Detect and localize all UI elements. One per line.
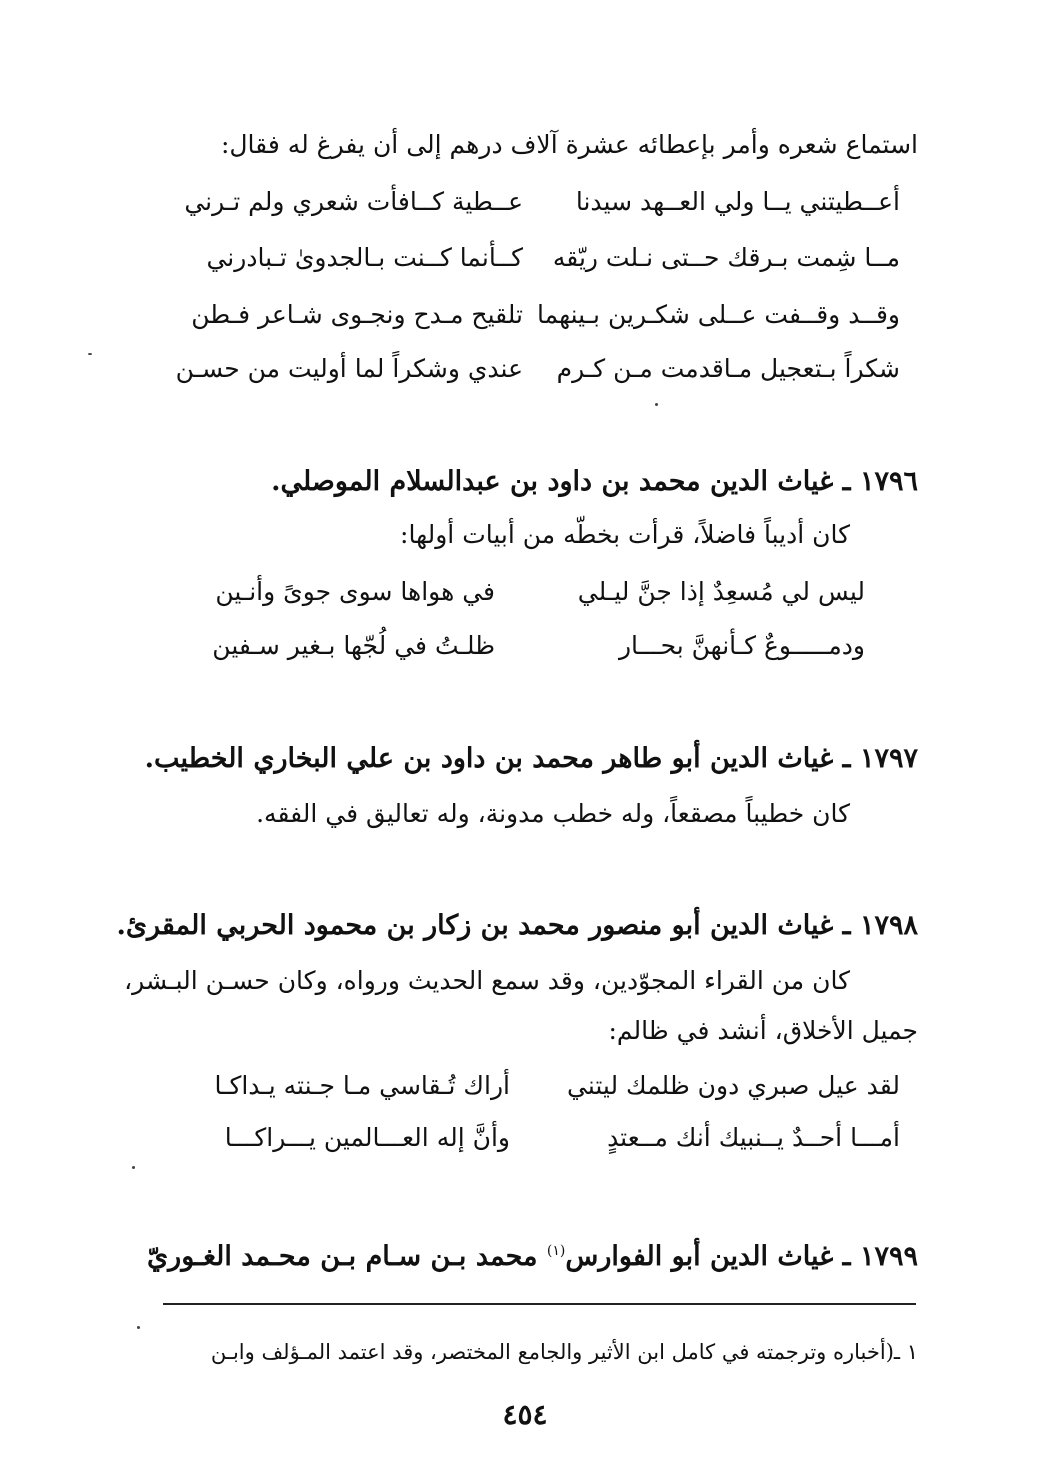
scan-speck	[88, 353, 92, 355]
scan-speck	[655, 403, 658, 406]
poem1-line4-first-hemistich: شكراً بـتعجيل مـاقدمت مـن كـرم	[556, 354, 900, 383]
entry-1798-poem-line2-first-hemistich: أمـــا أحــدٌ يــنبيك أنك مــعتدٍ	[607, 1123, 900, 1152]
entry-1799-heading-start: ١٧٩٩ ـ غياث الدين أبو الفوارس	[565, 1241, 918, 1272]
poem1-line2-first-hemistich: مــا شِمت بـرقك حــتى نـلت ريّقه	[552, 243, 900, 272]
poem1-line3-second-hemistich: تلقيح مـدح ونجـوى شـاعر فـطن	[191, 300, 523, 329]
entry-1799-heading-end: محمد بـن سـام بـن محـمد الغـوريّ	[147, 1241, 547, 1272]
entry-1796-poem-line1-second-hemistich: في هواها سوى جوىً وأنـين	[215, 577, 495, 606]
entry-1798-poem-line2-second-hemistich: وأنَّ إله العـــالمين يـــراكـــا	[224, 1123, 510, 1152]
poem1-line1-second-hemistich: عــطية كــافأت شعري ولم تـرني	[184, 187, 523, 216]
intro-line: استماع شعره وأمر بإعطائه عشرة آلاف درهم إلى أن يفرغ له فقال:	[220, 130, 918, 159]
entry-1796-poem-line2-first-hemistich: ودمـــــوعٌ كـأنهنَّ بحـــار	[618, 631, 865, 660]
page-number: ٤٥٤	[502, 1398, 548, 1431]
poem1-line3-first-hemistich: وقــد وقــفت عــلى شكـرين بـينهما	[537, 300, 900, 329]
scan-speck	[137, 1326, 140, 1329]
poem1-line1-first-hemistich: أعــطيتني يــا ولي العــهد سيدنا	[575, 187, 900, 216]
entry-1796-text: كان أديباً فاضلاً، قرأت بخطّه من أبيات أولها:	[400, 520, 850, 549]
entry-1799-heading	[147, 1232, 918, 1276]
poem1-line2-second-hemistich: كــأنما كــنت بـالجدوىٰ تـبادرني	[206, 243, 523, 272]
entry-1796-poem-line1-first-hemistich: ليس لي مُسعِدٌ إذا جنَّ ليـلي	[577, 577, 865, 606]
scan-speck	[132, 1166, 135, 1169]
entry-1798-poem-line1-first-hemistich: لقد عيل صبري دون ظلمك ليتني	[567, 1071, 900, 1100]
entry-1798-heading: ١٧٩٨ ـ غياث الدين أبو منصور محمد بن زكار بن محمود الحربي المقرئ.	[116, 910, 918, 941]
entry-1798-text-line2: جميل الأخلاق، أنشد في ظالم:	[608, 1016, 918, 1045]
entry-1797-heading: ١٧٩٧ ـ غياث الدين أبو طاهر محمد بن داود بن علي البخاري الخطيب.	[144, 743, 918, 774]
footnote-divider	[163, 1303, 916, 1305]
entry-1797-text: كان خطيباً مصقعاً، وله خطب مدونة، وله تعاليق في الفقه.	[256, 799, 850, 828]
footnote-text: ١ ـ(أخباره وترجمته في كامل ابن الأثير والجامع المختصر، وقد اعتمد المـؤلف وابـن	[210, 1340, 918, 1364]
entry-1796-heading: ١٧٩٦ ـ غياث الدين محمد بن داود بن عبدالسلام الموصلي.	[271, 466, 918, 497]
poem1-line4-second-hemistich: عندي وشكراً لما أوليت من حسـن	[175, 354, 523, 383]
footnote-reference: (١)	[546, 1243, 566, 1259]
entry-1796-poem-line2-second-hemistich: ظلـتُ في لُجّها بـغير سـفين	[212, 631, 495, 660]
entry-1798-poem-line1-second-hemistich: أراك تُـقاسي مـا جـنته يـداكـا	[214, 1071, 510, 1100]
entry-1798-text-line1: كان من القراء المجوّدين، وقد سمع الحديث ورواه، وكان حسـن البـشر،	[124, 966, 850, 995]
